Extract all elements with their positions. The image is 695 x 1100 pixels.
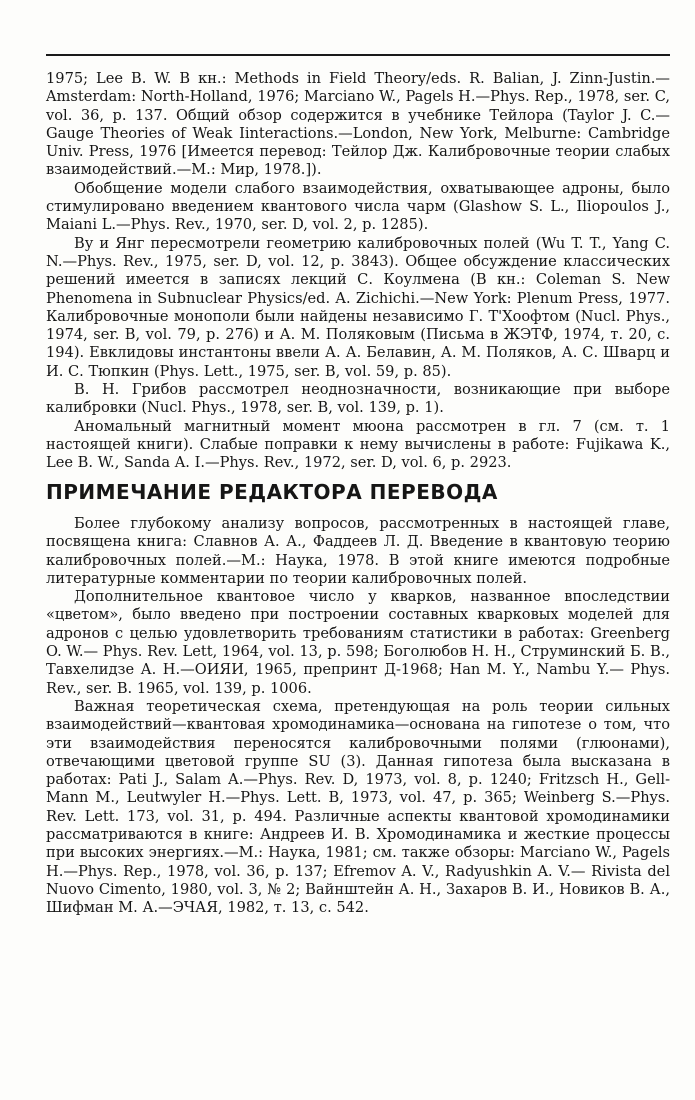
section-heading: ПРИМЕЧАНИЕ РЕДАКТОРА ПЕРЕВОДА	[46, 480, 498, 504]
reference-paragraph: Ву и Янг пересмотрели геометрию калибровочных полей (Wu T. T., Yang C. N.—Phys. Rev., 1975, ser. D, vol. 12, p. 3843). Общее обсуждение классических решений имеется в записях лекций С. Коулмена (В кн.: Coleman S. New Phenomena in Subnuclear Physics/ed. A. Zichichi.—New York: Plenum Press, 1977. Калибровочные монополи были найдены независимо Г. Т'Хоофтом (Nucl. Phys., 1974, ser. B, vol. 79, p. 276) и А. М. Поляковым (Письма в ЖЭТФ, 1974, т. 20, с. 194). Евклидовы инстантоны ввели А. А. Белавин, А. М. Поляков, А. С. Шварц и И. С. Тюпкин (Phys. Lett., 1975, ser. B, vol. 59, p. 85).	[46, 234, 670, 380]
reference-paragraph: Обобщение модели слабого взаимодействия, охватывающее адроны, было стимулировано введением квантового числа чарм (Glashow S. L., Iliopoulos J., Maiani L.—Phys. Rev., 1970, ser. D, vol. 2, p. 1285).	[46, 179, 670, 234]
editor-note-paragraph: Важная теоретическая схема, претендующая на роль теории сильных взаимодействий—квантовая хромодинамика—основана на гипотезе о том, что эти взаимодействия переносятся калибровочными полями (глюонами), отвечающими цветовой группе SU (3). Данная гипотеза была высказана в работах: Pati J., Salam A.—Phys. Rev. D, 1973, vol. 8, p. 1240; Fritzsch H., Gell-Mann M., Leutwyler H.—Phys. Lett. B, 1973, vol. 47, p. 365; Weinberg S.—Phys. Rev. Lett. 173, vol. 31, p. 494. Различные аспекты квантовой хромодинамики рассматриваются в книге: Андреев И. В. Хромодинамика и жесткие процессы при высоких энергиях.—М.: Наука, 1981; см. также обзоры: Marciano W., Pagels H.—Phys. Rep., 1978, vol. 36, p. 137; Efremov A. V., Radyushkin A. V.— Rivista del Nuovo Cimento, 1980, vol. 3, № 2; Вайнштейн А. Н., Захаров В. И., Новиков В. А., Шифман М. А.—ЭЧАЯ, 1982, т. 13, с. 542.	[46, 697, 670, 917]
header-rule	[46, 54, 670, 56]
reference-paragraph: 1975; Lee B. W. В кн.: Methods in Field Theory/eds. R. Balian, J. Zinn-Justin.— Amsterdam: North-Holland, 1976; Marciano W., Pagels H.—Phys. Rep., 1978, ser. C, vol. 36, p. 137. Общий обзор содержится в учебнике Тейлора (Taylor J. C.— Gauge Theories of Weak Iinteractions.—London, New York, Melburne: Cambridge Univ. Press, 1976 [Имеется перевод: Тейлор Дж. Калибровочные теории слабых взаимодействий.—М.: Мир, 1978.]).	[46, 70, 670, 179]
editor-note-paragraph: Дополнительное квантовое число у кварков, названное впоследствии «цветом», было введено при построении составных кварковых моделей для адронов с целью удовлетворить требованиям статистики в работах: Greenberg O. W.— Phys. Rev. Lett, 1964, vol. 13, p. 598; Боголюбов Н. Н., Струминский Б. В., Тавхелидзе А. Н.—ОИЯИ, 1965, препринт Д-1968; Han M. Y., Nambu Y.— Phys. Rev., ser. B. 1965, vol. 139, p. 1006.	[46, 588, 670, 697]
editor-notes-block	[46, 515, 670, 918]
reference-paragraph: В. Н. Грибов рассмотрел неоднозначности, возникающие при выборе калибровки (Nucl. Phys., 1978, ser. B, vol. 139, p. 1).	[46, 381, 670, 417]
editor-note-paragraph: Более глубокому анализу вопросов, рассмотренных в настоящей главе, посвящена книга: Славнов А. А., Фаддеев Л. Д. Введение в квантовую теорию калибровочных полей.—М.: Наука, 1978. В этой книге имеются подробные литературные комментарии по теории калибровочных полей.	[46, 515, 670, 587]
references-block	[46, 70, 670, 473]
reference-paragraph: Аномальный магнитный момент мюона рассмотрен в гл. 7 (см. т. 1 настоящей книги). Слабые поправки к нему вычислены в работе: Fujikawa K., Lee B. W., Sanda A. I.—Phys. Rev., 1972, ser. D, vol. 6, p. 2923.	[46, 417, 670, 472]
